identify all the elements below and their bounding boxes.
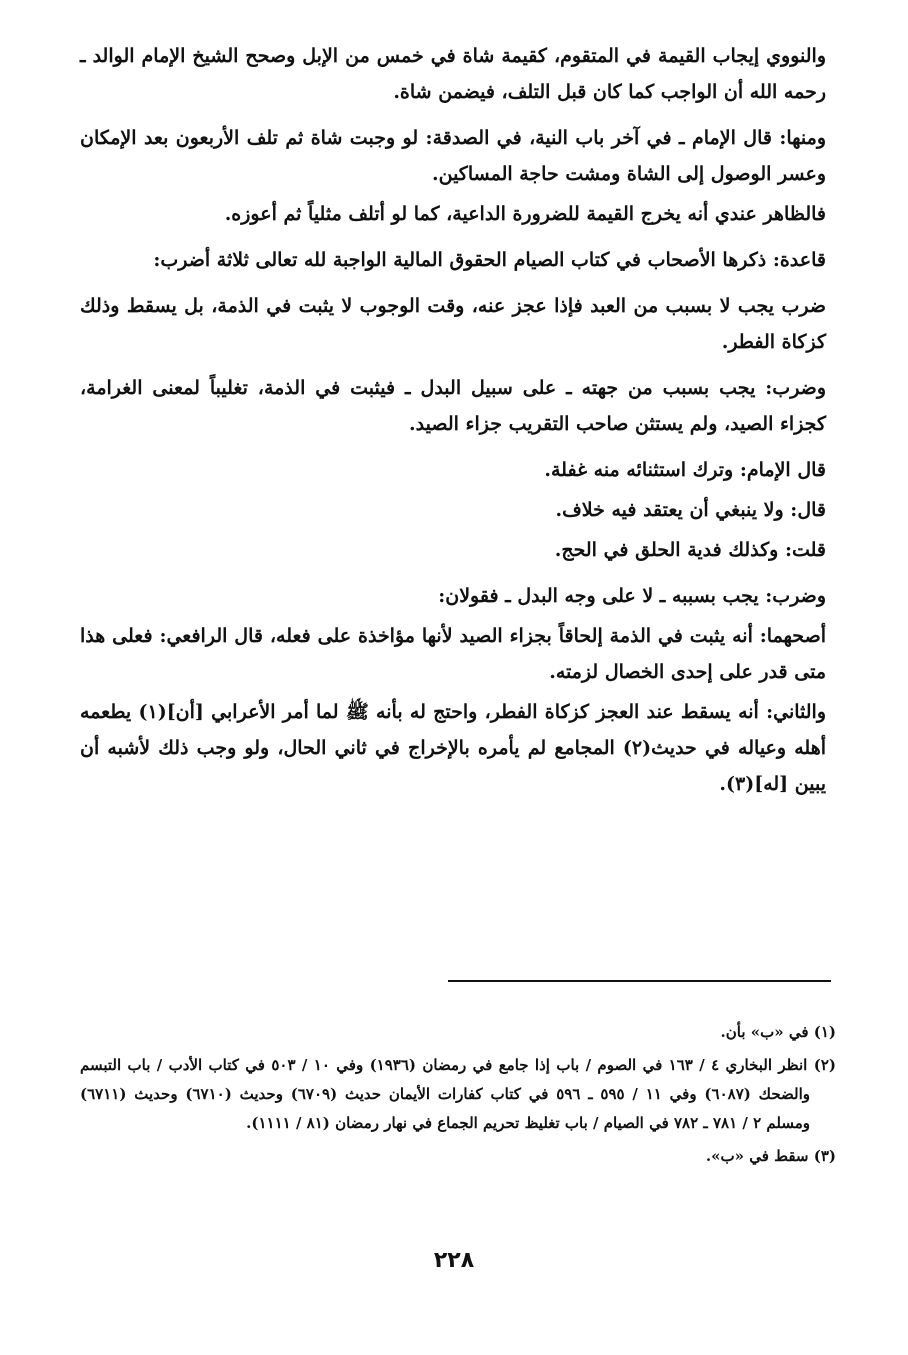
paragraph: ومنها: قال الإمام ـ في آخر باب النية، في الصدقة: لو وجبت شاة ثم تلف الأربعون بعد الإمكان وعسر الوصول إلى الشاة ومشت حاجة المساكين. <box>80 127 826 185</box>
footnote-separator <box>448 980 831 982</box>
paragraph: والنووي إيجاب القيمة في المتقوم، كقيمة شاة في خمس من الإبل وصحح الشيخ الإمام الوالد ـ رحمه الله أن الواجب كما كان قبل التلف، فيضمن شاة. <box>80 45 826 103</box>
paragraph: وضرب: يجب بسببه ـ لا على وجه البدل ـ فقولان: <box>438 585 826 607</box>
paragraph: أصحهما: أنه يثبت في الذمة إلحاقاً بجزاء الصيد لأنها مؤاخذة على فعله، قال الرافعي: فعلى هذا متى قدر على إحدى الخصال لزمته. <box>80 625 826 683</box>
paragraph: قال: ولا ينبغي أن يعتقد فيه خلاف. <box>555 499 826 521</box>
paragraph: ضرب يجب لا بسبب من العبد فإذا عجز عنه، وقت الوجوب لا يثبت في الذمة، بل يسقط وذلك كزكاة الفطر. <box>80 295 826 353</box>
footnotes <box>80 1018 836 1175</box>
footnote: (٣) سقط في «ب». <box>705 1147 836 1165</box>
paragraph: قاعدة: ذكرها الأصحاب في كتاب الصيام الحقوق المالية الواجبة لله تعالى ثلاثة أضرب: <box>153 249 826 271</box>
page-number: ٢٢٨ <box>433 1248 475 1273</box>
paragraph: والثاني: أنه يسقط عند العجز كزكاة الفطر، واحتج له بأنه ﷺ لما أمر الأعرابي [أن](١) يطعمه أهله وعياله في حديث(٢) المجامع لم يأمره بالإخراج في ثاني الحال، ولو وجب ذلك لأشبه أن يبين [له](٣). <box>80 701 827 795</box>
footnote: (١) في «ب» بأن. <box>720 1023 836 1041</box>
main-text <box>80 38 826 812</box>
footnote: (٢) انظر البخاري ٤ / ١٦٣ في الصوم / باب إذا جامع في رمضان (١٩٣٦) وفي ١٠ / ٥٠٣ في كتاب الأدب / باب التبسم والضحك (٦٠٨٧) وفي ١١ / ٥٩٥ ـ ٥٩٦ في كتاب كفارات الأيمان حديث (٦٧٠٩) وحديث (٦٧١٠) وحديث (٦٧١١) ومسلم ٢ / ٧٨١ ـ ٧٨٢ في الصيام / باب تغليظ تحريم الجماع في نهار رمضان (٨١ / ١١١١). <box>80 1056 836 1132</box>
paragraph: قال الإمام: وترك استثنائه منه غفلة. <box>544 459 826 481</box>
paragraph: وضرب: يجب بسبب من جهته ـ على سبيل البدل ـ فيثبت في الذمة، تغليباً لمعنى الغرامة، كجزاء الصيد، ولم يستثن صاحب التقريب جزاء الصيد. <box>80 377 826 435</box>
paragraph: قلت: وكذلك فدية الحلق في الحج. <box>554 539 826 561</box>
paragraph: فالظاهر عندي أنه يخرج القيمة للضرورة الداعية، كما لو أتلف مثلياً ثم أعوزه. <box>224 203 826 225</box>
